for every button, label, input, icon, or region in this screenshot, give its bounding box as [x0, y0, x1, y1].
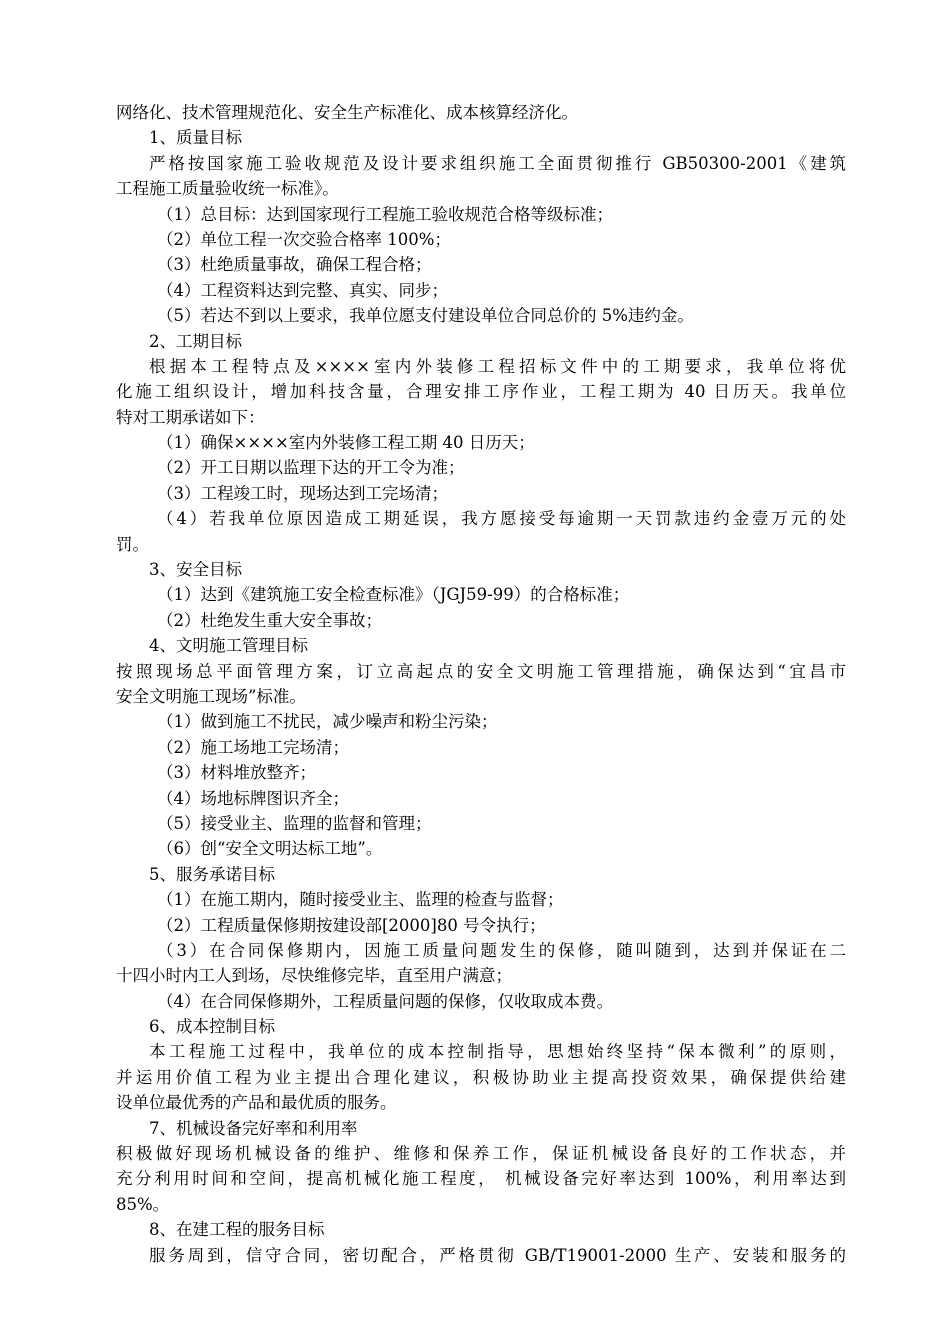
- list-item: （5）若达不到以上要求，我单位愿支付建设单位合同总价的 5%违约金。: [157, 306, 694, 326]
- list-item: （1）做到施工不扰民，减少噪声和粉尘污染；: [157, 712, 498, 732]
- list-item: （1）总目标：达到国家现行工程施工验收规范合格等级标准；: [157, 204, 613, 224]
- list-item: （2）工程质量保修期按建设部[2000]80 号令执行；: [157, 915, 546, 935]
- paragraph-line: 罚。: [116, 534, 149, 554]
- section-heading-service-in-progress: 8、在建工程的服务目标: [149, 1220, 325, 1240]
- list-item: （4）若我单位原因造成工期延误，我方愿接受每逾期一天罚款违约金壹万元的处: [157, 509, 846, 529]
- list-item: （1）达到《建筑施工安全检查标准》（JGJ59-99）的合格标准；: [157, 585, 630, 605]
- paragraph-line: 积极做好现场机械设备的维护、维修和保养工作，保证机械设备良好的工作状态，并: [116, 1144, 846, 1164]
- section-heading-quality: 1、质量目标: [149, 128, 242, 148]
- list-item: （3）材料堆放整齐；: [157, 763, 316, 783]
- paragraph-line: 化施工组织设计，增加科技含量，合理安排工序作业，工程工期为 40 日历天。我单位: [116, 382, 846, 402]
- list-item: （3）在合同保修期内，因施工质量问题发生的保修，随叫随到，达到并保证在二: [157, 940, 846, 960]
- list-item: （1）在施工期内，随时接受业主、监理的检查与监督；: [157, 890, 564, 910]
- list-item: （5）接受业主、监理的监督和管理；: [157, 813, 432, 833]
- section-heading-equipment: 7、机械设备完好率和利用率: [149, 1118, 358, 1138]
- paragraph-line: 85%。: [116, 1194, 170, 1214]
- section-heading-civilized-construction: 4、文明施工管理目标: [149, 636, 308, 656]
- list-item: （2）杜绝发生重大安全事故；: [157, 610, 382, 630]
- list-item: （6）创“安全文明达标工地”。: [157, 839, 383, 859]
- paragraph-line: 本工程施工过程中，我单位的成本控制指导，思想始终坚持“保本微利”的原则，: [149, 1042, 846, 1062]
- paragraph-line: 设单位最优秀的产品和最优质的服务。: [116, 1093, 397, 1113]
- paragraph-line: 特对工期承诺如下：: [116, 407, 265, 427]
- paragraph-line: 根据本工程特点及××××室内外装修工程招标文件中的工期要求，我单位将优: [149, 356, 846, 376]
- paragraph-line: 工程施工质量验收统一标准》。: [116, 179, 339, 199]
- paragraph-line: 充分利用时间和空间，提高机械化施工程度， 机械设备完好率达到 100%，利用率达到: [116, 1169, 846, 1189]
- section-heading-cost-control: 6、成本控制目标: [149, 1017, 275, 1037]
- list-item: （3）杜绝质量事故，确保工程合格；: [157, 255, 432, 275]
- paragraph-line: 按照现场总平面管理方案，订立高起点的安全文明施工管理措施，确保达到“宜昌市: [116, 661, 846, 681]
- paragraph-line: 并运用价值工程为业主提出合理化建议，积极协助业主提高投资效果，确保提供给建: [116, 1067, 846, 1087]
- paragraph-line: 安全文明施工现场”标准。: [116, 686, 306, 706]
- list-item: （1）确保××××室内外装修工程工期 40 日历天；: [157, 433, 535, 453]
- list-item: （4）工程资料达到完整、真实、同步；: [157, 280, 448, 300]
- section-heading-schedule: 2、工期目标: [149, 331, 242, 351]
- list-item: （2）施工场地工完场清；: [157, 737, 349, 757]
- section-heading-service: 5、服务承诺目标: [149, 864, 275, 884]
- list-item: （4）在合同保修期外，工程质量问题的保修，仅收取成本费。: [157, 991, 613, 1011]
- paragraph-line: 严格按国家施工验收规范及设计要求组织施工全面贯彻推行 GB50300-2001《建筑: [149, 153, 846, 173]
- paragraph-line: 服务周到，信守合同，密切配合，严格贯彻 GB/T19001-2000 生产、安装和服务的: [149, 1245, 846, 1265]
- list-item: （3）工程竣工时，现场达到工完场清；: [157, 483, 448, 503]
- list-item: （2）单位工程一次交验合格率 100%；: [157, 229, 451, 249]
- section-heading-safety: 3、安全目标: [149, 560, 242, 580]
- document-page: [116, 100, 846, 1268]
- list-item: （4）场地标牌图识齐全；: [157, 788, 349, 808]
- paragraph-line: 十四小时内工人到场，尽快维修完毕，直至用户满意；: [116, 966, 512, 986]
- paragraph-line: 网络化、技术管理规范化、安全生产标准化、成本核算经济化。: [116, 103, 578, 122]
- list-item: （2）开工日期以监理下达的开工令为准；: [157, 458, 465, 478]
